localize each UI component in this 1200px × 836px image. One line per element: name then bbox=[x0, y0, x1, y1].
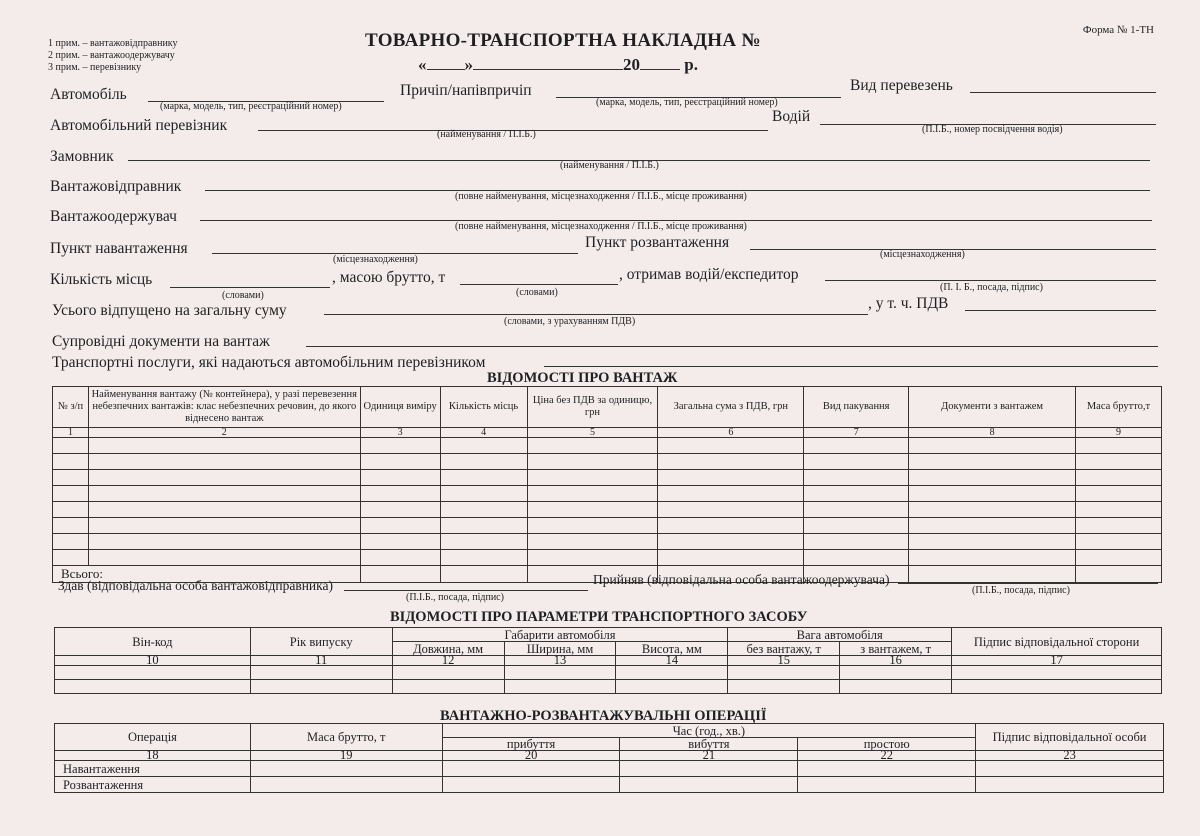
cell[interactable] bbox=[88, 502, 360, 518]
cell[interactable] bbox=[909, 518, 1076, 534]
cell[interactable] bbox=[616, 680, 728, 694]
driver-hint: (П.І.Б., номер посвідчення водія) bbox=[922, 124, 1063, 135]
vehicle-col-number: 17 bbox=[952, 656, 1162, 666]
cell[interactable] bbox=[442, 761, 620, 777]
cell[interactable] bbox=[976, 777, 1164, 793]
vat-field[interactable] bbox=[965, 310, 1156, 311]
cell[interactable] bbox=[527, 534, 658, 550]
day-field[interactable] bbox=[427, 55, 465, 70]
cell[interactable] bbox=[440, 470, 527, 486]
cell[interactable] bbox=[1075, 534, 1161, 550]
ops-col-number: 23 bbox=[976, 751, 1164, 761]
cargo-header-unit: Одиниця виміру bbox=[360, 387, 440, 428]
cell[interactable] bbox=[55, 666, 251, 680]
cell[interactable] bbox=[53, 470, 89, 486]
cell[interactable] bbox=[658, 486, 804, 502]
accepted-by-field[interactable] bbox=[898, 583, 1158, 584]
cell[interactable] bbox=[250, 761, 442, 777]
cell[interactable] bbox=[840, 680, 952, 694]
table-row bbox=[55, 680, 1162, 694]
idle-header: простою bbox=[798, 738, 976, 751]
cargo-col-number: 4 bbox=[440, 428, 527, 438]
cell[interactable] bbox=[909, 454, 1076, 470]
cell[interactable] bbox=[442, 777, 620, 793]
time-header: Час (год., хв.) bbox=[442, 724, 975, 738]
cargo-col-number: 8 bbox=[909, 428, 1076, 438]
cell[interactable] bbox=[360, 454, 440, 470]
cell[interactable] bbox=[504, 680, 616, 694]
cell[interactable] bbox=[250, 666, 392, 680]
cell[interactable] bbox=[728, 666, 840, 680]
cell[interactable] bbox=[798, 761, 976, 777]
cell[interactable] bbox=[88, 470, 360, 486]
table-row bbox=[53, 534, 1162, 550]
cell[interactable] bbox=[1075, 486, 1161, 502]
vehicle-signature-header: Підпис відповідальної сторони bbox=[952, 628, 1162, 656]
accepted-by-hint: (П.І.Б., посада, підпис) bbox=[972, 585, 1070, 596]
cell[interactable] bbox=[620, 777, 798, 793]
cell[interactable] bbox=[658, 550, 804, 566]
year-prefix: 20 bbox=[623, 55, 640, 74]
operation-header: Операція bbox=[55, 724, 251, 751]
customer-hint: (найменування / П.І.Б.) bbox=[560, 160, 659, 171]
table-row bbox=[55, 666, 1162, 680]
table-row bbox=[53, 502, 1162, 518]
places-count-field[interactable] bbox=[170, 287, 330, 288]
auto-hint: (марка, модель, тип, реєстраційний номер) bbox=[160, 101, 342, 112]
transport-type-label: Вид перевезень bbox=[850, 77, 953, 94]
cell[interactable] bbox=[1075, 454, 1161, 470]
table-row bbox=[55, 777, 1164, 793]
departure-header: вибуття bbox=[620, 738, 798, 751]
cargo-total-label: Всього: bbox=[53, 566, 361, 583]
cell[interactable] bbox=[527, 518, 658, 534]
cell[interactable] bbox=[360, 550, 440, 566]
cell[interactable] bbox=[53, 486, 89, 502]
accompanying-docs-field[interactable] bbox=[306, 346, 1158, 347]
cell[interactable] bbox=[440, 502, 527, 518]
cell[interactable] bbox=[527, 438, 658, 454]
cell[interactable] bbox=[440, 438, 527, 454]
cargo-header-packaging: Вид пакування bbox=[804, 387, 909, 428]
year-header: Рік випуску bbox=[250, 628, 392, 656]
operations-table bbox=[54, 723, 1164, 793]
cell[interactable] bbox=[728, 680, 840, 694]
note-2: 2 прим. – вантажоодержувачу bbox=[48, 50, 175, 61]
cell[interactable] bbox=[88, 486, 360, 502]
cell[interactable] bbox=[658, 518, 804, 534]
cell[interactable] bbox=[440, 550, 527, 566]
cell[interactable] bbox=[360, 502, 440, 518]
vehicle-col-number: 12 bbox=[392, 656, 504, 666]
cell[interactable] bbox=[504, 666, 616, 680]
cell[interactable] bbox=[527, 502, 658, 518]
total-sum-field[interactable] bbox=[324, 314, 868, 315]
note-3: 3 прим. – перевізнику bbox=[48, 62, 142, 73]
places-count-hint: (словами) bbox=[222, 290, 264, 301]
cell[interactable] bbox=[804, 518, 909, 534]
cell[interactable] bbox=[909, 534, 1076, 550]
vehicle-table bbox=[54, 627, 1162, 694]
transport-type-field[interactable] bbox=[970, 92, 1156, 93]
cell[interactable] bbox=[392, 666, 504, 680]
vehicle-col-number: 11 bbox=[250, 656, 392, 666]
cell[interactable] bbox=[804, 486, 909, 502]
cell[interactable] bbox=[1075, 438, 1161, 454]
places-count-label: Кількість місць bbox=[50, 271, 153, 288]
received-by-label: , отримав водій/експедитор bbox=[619, 266, 799, 283]
cell[interactable] bbox=[53, 454, 89, 470]
cell[interactable] bbox=[840, 666, 952, 680]
cell[interactable] bbox=[440, 486, 527, 502]
dimensions-header: Габарити автомобіля bbox=[392, 628, 728, 642]
cargo-col-number: 5 bbox=[527, 428, 658, 438]
cargo-header-documents: Документи з вантажем bbox=[909, 387, 1076, 428]
gross-mass-label: , масою брутто, т bbox=[332, 269, 446, 286]
cell[interactable] bbox=[440, 566, 527, 583]
table-row bbox=[55, 761, 1164, 777]
carrier-label: Автомобільний перевізник bbox=[50, 117, 228, 134]
loading-point-label: Пункт навантаження bbox=[50, 240, 188, 257]
cell[interactable] bbox=[976, 761, 1164, 777]
trailer-label: Причіп/напівпричіп bbox=[400, 82, 532, 99]
unloading-point-label: Пункт розвантаження bbox=[585, 234, 730, 251]
cell[interactable] bbox=[798, 777, 976, 793]
total-sum-hint: (словами, з урахуванням ПДВ) bbox=[504, 316, 636, 327]
cell[interactable] bbox=[804, 438, 909, 454]
cargo-header-places: Кількість місць bbox=[440, 387, 527, 428]
cell[interactable] bbox=[88, 454, 360, 470]
cell[interactable] bbox=[909, 486, 1076, 502]
shipper-hint: (повне найменування, місцезнаходження / П.І.Б., місце проживання) bbox=[455, 191, 747, 202]
cargo-col-number: 3 bbox=[360, 428, 440, 438]
cell[interactable] bbox=[658, 470, 804, 486]
consignee-hint: (повне найменування, місцезнаходження / П.І.Б., місце проживання) bbox=[455, 221, 747, 232]
cell[interactable] bbox=[53, 502, 89, 518]
gross-mass-field[interactable] bbox=[460, 284, 618, 285]
cell[interactable] bbox=[1075, 502, 1161, 518]
cell[interactable] bbox=[909, 502, 1076, 518]
cell[interactable] bbox=[527, 486, 658, 502]
cell[interactable] bbox=[88, 518, 360, 534]
form-code: Форма № 1-ТН bbox=[1082, 24, 1154, 36]
ops-col-number: 18 bbox=[55, 751, 251, 761]
cell[interactable] bbox=[53, 550, 89, 566]
cargo-header-number: № з/п bbox=[53, 387, 89, 428]
cell[interactable] bbox=[1075, 566, 1161, 583]
cargo-col-number: 2 bbox=[88, 428, 360, 438]
auto-label: Автомобіль bbox=[50, 86, 127, 103]
cell[interactable] bbox=[658, 454, 804, 470]
ops-col-number: 19 bbox=[250, 751, 442, 761]
cell[interactable] bbox=[360, 486, 440, 502]
copies-notes bbox=[48, 38, 178, 74]
cell[interactable] bbox=[53, 534, 89, 550]
table-row bbox=[53, 550, 1162, 566]
arrival-header: прибуття bbox=[442, 738, 620, 751]
cell[interactable] bbox=[360, 534, 440, 550]
ops-col-number: 20 bbox=[442, 751, 620, 761]
ops-col-number: 22 bbox=[798, 751, 976, 761]
cell[interactable] bbox=[360, 566, 440, 583]
total-sum-label: Усього відпущено на загальну суму bbox=[52, 302, 287, 319]
cell[interactable] bbox=[804, 550, 909, 566]
cell[interactable] bbox=[88, 438, 360, 454]
cargo-col-number: 9 bbox=[1075, 428, 1161, 438]
table-row bbox=[53, 470, 1162, 486]
vat-label: , у т. ч. ПДВ bbox=[868, 295, 949, 312]
cell[interactable] bbox=[440, 534, 527, 550]
consignee-label: Вантажоодержувач bbox=[50, 208, 177, 225]
cell[interactable] bbox=[952, 680, 1162, 694]
cargo-header-price: Ціна без ПДВ за одиницю, грн bbox=[527, 387, 658, 428]
unloading-point-hint: (місцезнаходження) bbox=[880, 249, 965, 260]
cell[interactable] bbox=[804, 470, 909, 486]
accepted-by-label: Прийняв (відповідальна особа вантажоодержувача) bbox=[593, 572, 890, 587]
cell[interactable] bbox=[53, 518, 89, 534]
loading-point-hint: (місцезнаходження) bbox=[333, 254, 418, 265]
cell[interactable] bbox=[392, 680, 504, 694]
cell[interactable] bbox=[1075, 518, 1161, 534]
cell[interactable] bbox=[952, 666, 1162, 680]
cell[interactable] bbox=[804, 534, 909, 550]
vehicle-col-number: 10 bbox=[55, 656, 251, 666]
cargo-col-number: 1 bbox=[53, 428, 89, 438]
note-1: 1 прим. – вантажовідправнику bbox=[48, 38, 178, 49]
empty-weight-header: без вантажу, т bbox=[728, 642, 840, 656]
height-header: Висота, мм bbox=[616, 642, 728, 656]
cell[interactable] bbox=[527, 550, 658, 566]
cell[interactable] bbox=[527, 454, 658, 470]
vehicle-col-number: 14 bbox=[616, 656, 728, 666]
cargo-header-sum: Загальна сума з ПДВ, грн bbox=[658, 387, 804, 428]
length-header: Довжина, мм bbox=[392, 642, 504, 656]
cargo-header-mass: Маса брутто,т bbox=[1075, 387, 1161, 428]
cell[interactable] bbox=[360, 470, 440, 486]
loaded-weight-header: з вантажем, т bbox=[840, 642, 952, 656]
cell[interactable] bbox=[658, 534, 804, 550]
loading-row-label: Навантаження bbox=[55, 761, 251, 777]
date-open-quote: « bbox=[418, 55, 427, 74]
handed-by-hint: (П.І.Б., посада, підпис) bbox=[406, 592, 504, 603]
ops-mass-header: Маса брутто, т bbox=[250, 724, 442, 751]
cell[interactable] bbox=[440, 454, 527, 470]
customer-label: Замовник bbox=[50, 148, 114, 165]
cargo-col-number: 6 bbox=[658, 428, 804, 438]
shipper-label: Вантажовідправник bbox=[50, 178, 182, 195]
document-title: ТОВАРНО-ТРАНСПОРТНА НАКЛАДНА № bbox=[365, 30, 761, 51]
cell[interactable] bbox=[804, 502, 909, 518]
cell[interactable] bbox=[88, 534, 360, 550]
cell[interactable] bbox=[909, 566, 1076, 583]
cell[interactable] bbox=[620, 761, 798, 777]
table-row bbox=[53, 486, 1162, 502]
weight-header: Вага автомобіля bbox=[728, 628, 952, 642]
trailer-hint: (марка, модель, тип, реєстраційний номер) bbox=[596, 97, 778, 108]
services-field[interactable] bbox=[544, 366, 1158, 367]
received-by-hint: (П. І. Б., посада, підпис) bbox=[940, 282, 1043, 293]
cell[interactable] bbox=[360, 438, 440, 454]
table-row bbox=[53, 454, 1162, 470]
driver-label: Водій bbox=[772, 108, 811, 125]
year-field[interactable] bbox=[640, 55, 680, 70]
cell[interactable] bbox=[616, 666, 728, 680]
cell[interactable] bbox=[55, 680, 251, 694]
width-header: Ширина, мм bbox=[504, 642, 616, 656]
cell[interactable] bbox=[53, 438, 89, 454]
cargo-header-name: Найменування вантажу (№ контейнера), у разі перевезення небезпечних вантажів: клас небезпечних речовин, до якого віднесено вантаж bbox=[88, 387, 360, 428]
year-suffix: р. bbox=[684, 55, 698, 74]
vehicle-col-number: 15 bbox=[728, 656, 840, 666]
date-line bbox=[418, 55, 698, 75]
cell[interactable] bbox=[909, 438, 1076, 454]
vehicle-col-number: 16 bbox=[840, 656, 952, 666]
vehicle-col-number: 13 bbox=[504, 656, 616, 666]
cell[interactable] bbox=[909, 470, 1076, 486]
received-by-field[interactable] bbox=[825, 280, 1156, 281]
cargo-table bbox=[52, 386, 1162, 583]
ops-col-number: 21 bbox=[620, 751, 798, 761]
cargo-section-title: ВІДОМОСТІ ПРО ВАНТАЖ bbox=[487, 370, 678, 386]
operations-section-title: ВАНТАЖНО-РОЗВАНТАЖУВАЛЬНІ ОПЕРАЦІЇ bbox=[440, 708, 767, 724]
cell[interactable] bbox=[1075, 550, 1161, 566]
cell[interactable] bbox=[360, 518, 440, 534]
cell[interactable] bbox=[658, 502, 804, 518]
carrier-hint: (найменування / П.І.Б.) bbox=[437, 129, 536, 140]
services-label: Транспортні послуги, які надаються автомобільним перевізником bbox=[52, 354, 486, 371]
month-field[interactable] bbox=[473, 55, 623, 70]
cell[interactable] bbox=[1075, 470, 1161, 486]
table-row bbox=[53, 518, 1162, 534]
cell[interactable] bbox=[250, 777, 442, 793]
cell[interactable] bbox=[527, 470, 658, 486]
cell[interactable] bbox=[440, 518, 527, 534]
handed-by-label: Здав (відповідальна особа вантажовідправника) bbox=[58, 578, 333, 593]
unloading-row-label: Розвантаження bbox=[55, 777, 251, 793]
ops-signature-header: Підпис відповідальної особи bbox=[976, 724, 1164, 751]
date-close-quote: » bbox=[464, 55, 473, 74]
cell[interactable] bbox=[88, 550, 360, 566]
cargo-col-number: 7 bbox=[804, 428, 909, 438]
vehicle-section-title: ВІДОМОСТІ ПРО ПАРАМЕТРИ ТРАНСПОРТНОГО ЗАСОБУ bbox=[390, 609, 808, 625]
cell[interactable] bbox=[909, 550, 1076, 566]
handed-by-field[interactable] bbox=[344, 590, 588, 591]
cell[interactable] bbox=[250, 680, 392, 694]
cell[interactable] bbox=[804, 454, 909, 470]
cell[interactable] bbox=[658, 438, 804, 454]
table-row bbox=[53, 438, 1162, 454]
gross-mass-hint: (словами) bbox=[516, 287, 558, 298]
vin-header: Він-код bbox=[55, 628, 251, 656]
accompanying-docs-label: Супровідні документи на вантаж bbox=[52, 333, 270, 350]
